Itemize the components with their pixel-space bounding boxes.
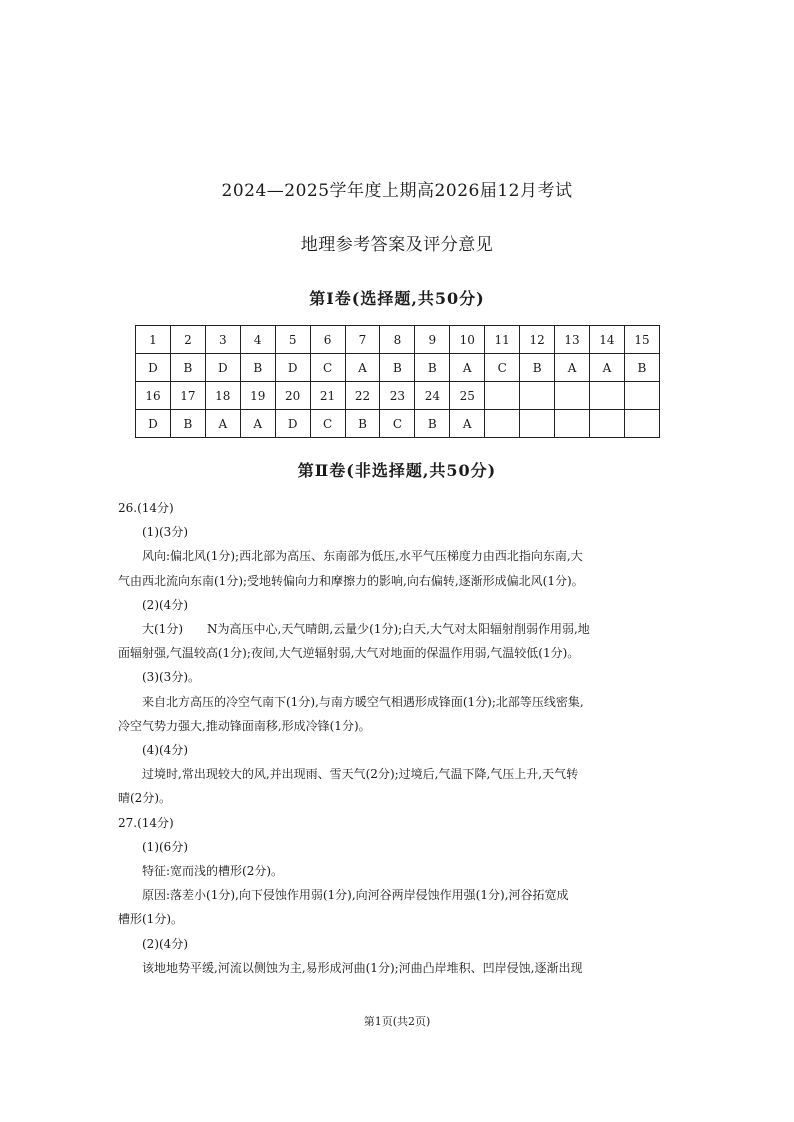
question-number: 13: [555, 326, 590, 354]
empty-cell: [589, 410, 624, 438]
answer-cell: B: [624, 354, 659, 382]
question-number: 7: [345, 326, 380, 354]
sub-question-heading: (1)(3分): [142, 525, 188, 540]
answer-cell: B: [170, 410, 205, 438]
sub-question-heading: (1)(6分): [142, 839, 188, 854]
empty-cell: [555, 410, 590, 438]
question-number: 24: [415, 382, 450, 410]
answer-line: 来自北方高压的冷空气南下(1分),与南方暖空气相遇形成锋面(1分);北部等压线密集,: [142, 694, 584, 709]
sub-question-heading: (2)(4分): [142, 597, 188, 612]
answer-cell: C: [380, 410, 415, 438]
answer-cell: A: [345, 354, 380, 382]
question-number: 2: [170, 326, 205, 354]
answer-cell: C: [310, 410, 345, 438]
answer-line: 槽形(1分)。: [118, 912, 183, 927]
answer-cell: D: [275, 354, 310, 382]
question-heading: 26.(14分): [118, 501, 174, 515]
answer-cell: B: [415, 410, 450, 438]
empty-cell: [485, 382, 520, 410]
answer-cell: D: [275, 410, 310, 438]
question-number: 12: [520, 326, 555, 354]
empty-cell: [555, 382, 590, 410]
answer-line: 面辐射强,气温较高(1分);夜间,大气逆辐射弱,大气对地面的保温作用弱,气温较低(1分)。: [118, 646, 580, 661]
answer-cell: D: [136, 354, 171, 382]
answer-cell: C: [310, 354, 345, 382]
answer-body: [118, 496, 678, 980]
question-number: 21: [310, 382, 345, 410]
empty-cell: [624, 382, 659, 410]
table-row: [136, 382, 660, 410]
part1-heading: 第Ⅰ卷(选择题,共50分): [309, 289, 485, 308]
part2-heading: 第Ⅱ卷(非选择题,共50分): [297, 461, 497, 480]
answer-line: 特征:宽而浅的槽形(2分)。: [142, 864, 284, 879]
answer-cell: B: [240, 354, 275, 382]
question-number: 25: [450, 382, 485, 410]
answer-line: 风向:偏北风(1分);西北部为高压、东南部为低压,水平气压梯度力由西北指向东南,大: [142, 549, 583, 564]
empty-cell: [520, 382, 555, 410]
answer-line: 冷空气势力强大,推动锋面南移,形成冷锋(1分)。: [118, 718, 371, 733]
question-number: 1: [136, 326, 171, 354]
question-number: 16: [136, 382, 171, 410]
answer-line: 大(1分) N为高压中心,天气晴朗,云量少(1分);白天,大气对太阳辐射削弱作用弱,地: [142, 622, 590, 637]
page-number: 第1页(共2页): [363, 1015, 431, 1028]
answer-key-subtitle: 地理参考答案及评分意见: [300, 235, 494, 255]
answer-cell: D: [136, 410, 171, 438]
empty-cell: [624, 410, 659, 438]
answer-cell: A: [205, 410, 240, 438]
question-number: 15: [624, 326, 659, 354]
answer-cell: A: [555, 354, 590, 382]
question-number: 19: [240, 382, 275, 410]
answer-cell: A: [240, 410, 275, 438]
empty-cell: [485, 410, 520, 438]
answer-cell: C: [485, 354, 520, 382]
answer-table: [135, 325, 660, 438]
sub-question-heading: (4)(4分): [142, 743, 188, 758]
answer-line: 原因:落差小(1分),向下侵蚀作用弱(1分),向河谷两岸侵蚀作用强(1分),河谷拓宽成: [142, 888, 569, 903]
answer-cell: B: [380, 354, 415, 382]
sub-question-heading: (3)(3分)。: [142, 670, 200, 685]
question-number: 6: [310, 326, 345, 354]
question-number: 11: [485, 326, 520, 354]
empty-cell: [589, 382, 624, 410]
question-number: 18: [205, 382, 240, 410]
answer-line: 过境时,常出现较大的风,并出现雨、雪天气(2分);过境后,气温下降,气压上升,天气转: [142, 767, 579, 782]
question-number: 14: [589, 326, 624, 354]
answer-cell: B: [345, 410, 380, 438]
table-row: [136, 326, 660, 354]
answer-line: 该地地势平缓,河流以侧蚀为主,易形成河曲(1分);河曲凸岸堆积、凹岸侵蚀,逐渐出现: [142, 960, 583, 975]
question-number: 5: [275, 326, 310, 354]
question-number: 4: [240, 326, 275, 354]
question-number: 10: [450, 326, 485, 354]
answer-cell: D: [205, 354, 240, 382]
question-number: 23: [380, 382, 415, 410]
table-row: [136, 410, 660, 438]
answer-cell: A: [450, 410, 485, 438]
question-number: 3: [205, 326, 240, 354]
question-number: 8: [380, 326, 415, 354]
question-number: 9: [415, 326, 450, 354]
answer-line: 晴(2分)。: [118, 791, 171, 806]
sub-question-heading: (2)(4分): [142, 936, 188, 951]
question-number: 20: [275, 382, 310, 410]
answer-line: 气由西北流向东南(1分);受地转偏向力和摩擦力的影响,向右偏转,逐渐形成偏北风(1分)。: [118, 573, 584, 588]
table-row: [136, 354, 660, 382]
answer-cell: B: [520, 354, 555, 382]
exam-title: 2024—2025学年度上期高2026届12月考试: [221, 181, 573, 201]
question-number: 22: [345, 382, 380, 410]
empty-cell: [520, 410, 555, 438]
answer-cell: A: [450, 354, 485, 382]
question-heading: 27.(14分): [118, 815, 174, 830]
question-number: 17: [170, 382, 205, 410]
answer-cell: B: [415, 354, 450, 382]
answer-cell: B: [170, 354, 205, 382]
answer-cell: A: [589, 354, 624, 382]
